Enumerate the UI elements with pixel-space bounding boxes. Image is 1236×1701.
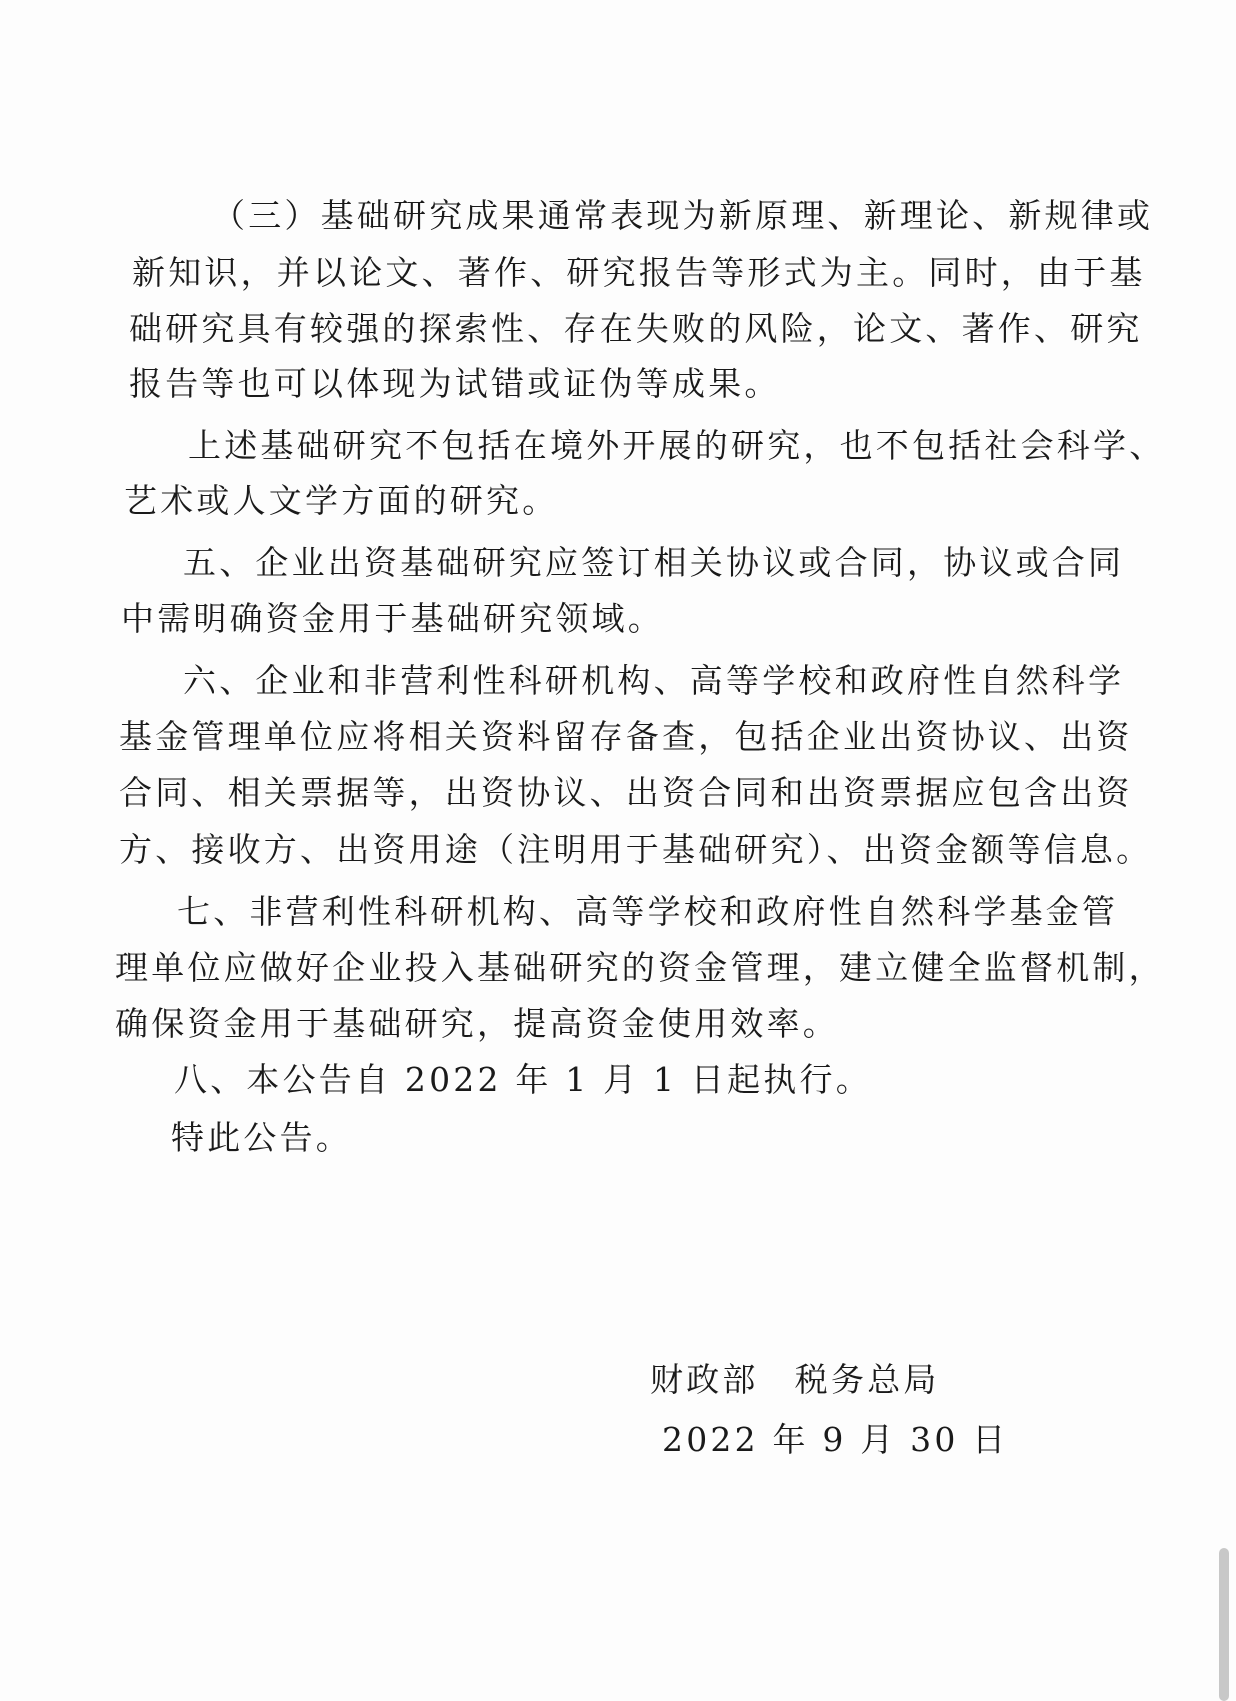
- closing-statement: 特此公告。: [171, 1118, 352, 1157]
- paragraph-six-line-1: 六、企业和非营利性科研机构、高等学校和政府性自然科学: [183, 661, 1125, 700]
- signature-date: 2022 年 9 月 30 日: [662, 1420, 1009, 1459]
- paragraph-six-line-3: 合同、相关票据等，出资协议、出资合同和出资票据应包含出资: [119, 773, 1133, 812]
- paragraph-six-line-2: 基金管理单位应将相关资料留存备查，包括企业出资协议、出资: [119, 717, 1133, 756]
- vertical-scrollbar[interactable]: [1219, 1548, 1229, 1701]
- paragraph-seven-line-1: 七、非营利性科研机构、高等学校和政府性自然科学基金管: [177, 892, 1119, 931]
- signature-issuers: 财政部 税务总局: [650, 1360, 940, 1399]
- paragraph-three-line-3: 础研究具有较强的探索性、存在失败的风险，论文、著作、研究: [129, 309, 1143, 348]
- paragraph-eight: 八、本公告自 2022 年 1 月 1 日起执行。: [174, 1060, 872, 1099]
- paragraph-seven-line-3: 确保资金用于基础研究，提高资金使用效率。: [115, 1004, 839, 1043]
- paragraph-seven-line-2: 理单位应做好企业投入基础研究的资金管理，建立健全监督机制，: [115, 948, 1165, 987]
- exclusion-paragraph-line-1: 上述基础研究不包括在境外开展的研究，也不包括社会科学、: [188, 426, 1166, 465]
- paragraph-six-line-4: 方、接收方、出资用途（注明用于基础研究）、出资金额等信息。: [119, 830, 1153, 869]
- paragraph-three-line-4: 报告等也可以体现为试错或证伪等成果。: [129, 364, 781, 403]
- paragraph-three-line-2: 新知识，并以论文、著作、研究报告等形式为主。同时，由于基: [132, 253, 1146, 292]
- paragraph-five-line-1: 五、企业出资基础研究应签订相关协议或合同，协议或合同: [183, 543, 1125, 582]
- paragraph-five-line-2: 中需明确资金用于基础研究领域。: [121, 599, 664, 638]
- paragraph-three-line-1: （三）基础研究成果通常表现为新原理、新理论、新规律或: [212, 196, 1154, 235]
- exclusion-paragraph-line-2: 艺术或人文学方面的研究。: [124, 481, 559, 520]
